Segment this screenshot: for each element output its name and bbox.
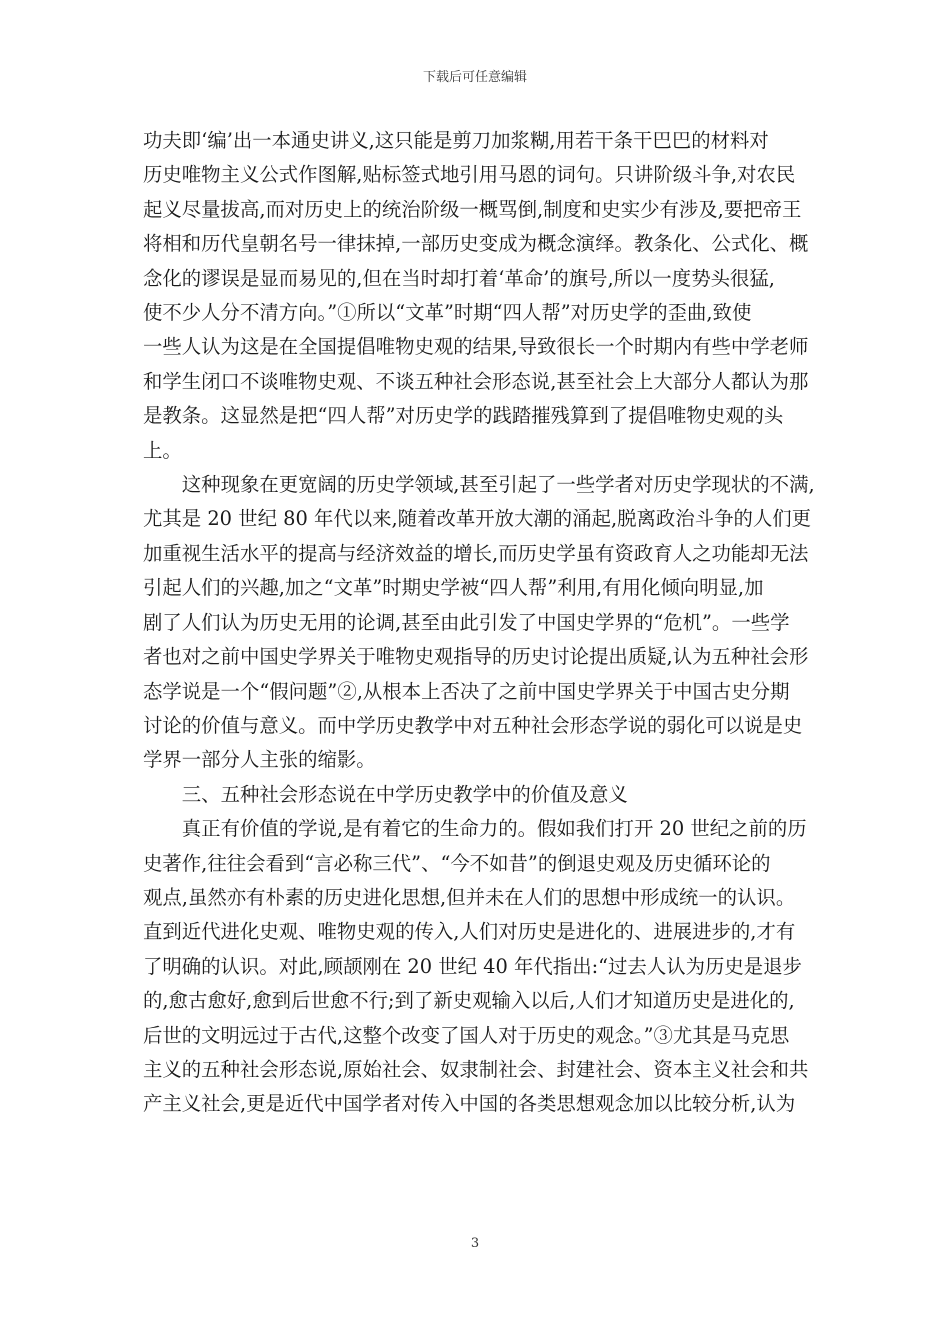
text-line: 尤其是 20 世纪 80 年代以来,随着改革开放大潮的涌起,脱离政治斗争的人们更 bbox=[143, 507, 812, 531]
text-line: 起义尽量拔高,而对历史上的统治阶级一概骂倒,制度和史实少有涉及,要把帝王 bbox=[143, 197, 802, 221]
text-line: 这种现象在更宽阔的历史学领域,甚至引起了一些学者对历史学现状的不满, bbox=[181, 473, 815, 497]
text-line: 念化的谬误是显而易见的,但在当时却打着‘革命’的旗号,所以一度势头很猛, bbox=[143, 266, 775, 290]
text-line: 使不少人分不清方向。”①所以“文革”时期“四人帮”对历史学的歪曲,致使 bbox=[143, 301, 752, 325]
text-line: 产主义社会,更是近代中国学者对传入中国的各类思想观念加以比较分析,认为 bbox=[143, 1092, 796, 1116]
text-line: 后世的文明远过于古代,这整个改变了国人对于历史的观念。”③尤其是马克思 bbox=[143, 1023, 790, 1047]
text-line: 一些人认为这是在全国提倡唯物史观的结果,导致很长一个时期内有些中学老师 bbox=[143, 335, 809, 359]
text-line: 引起人们的兴趣,加之“文革”时期史学被“四人帮”利用,有用化倾向明显,加 bbox=[143, 576, 764, 600]
text-line: 是教条。这显然是把“四人帮”对历史学的践踏摧残算到了提倡唯物史观的头 bbox=[143, 404, 784, 428]
text-line: 上。 bbox=[143, 438, 182, 462]
text-line: 加重视生活水平的提高与经济效益的增长,而历史学虽有资政育人之功能却无法 bbox=[143, 541, 809, 565]
document-body bbox=[143, 124, 815, 1122]
text-line: 真正有价值的学说,是有着它的生命力的。假如我们打开 20 世纪之前的历 bbox=[181, 817, 807, 841]
text-line: 主义的五种社会形态说,原始社会、奴隶制社会、封建社会、资本主义社会和共 bbox=[143, 1057, 809, 1081]
text-line: 了明确的认识。对此,顾颉刚在 20 世纪 40 年代指出:“过去人认为历史是退步 bbox=[143, 954, 802, 978]
text-line: 功夫即‘编’出一本通史讲义,这只能是剪刀加浆糊,用若干条干巴巴的材料对 bbox=[143, 129, 769, 152]
page-header: 下载后可任意编辑 bbox=[422, 70, 527, 85]
text-line: 直到近代进化史观、唯物史观的传入,人们对历史是进化的、进展进步的,才有 bbox=[143, 920, 796, 944]
text-line: 态学说是一个“假问题”②,从根本上否决了之前中国史学界关于中国古史分期 bbox=[143, 679, 790, 703]
text-line: 观点,虽然亦有朴素的历史进化思想,但并未在人们的思想中形成统一的认识。 bbox=[143, 885, 796, 909]
text-line: 史著作,往往会看到“言必称三代”、“今不如昔”的倒退史观及历史循环论的 bbox=[143, 851, 771, 875]
text-line: 者也对之前中国史学界关于唯物史观指导的历史讨论提出质疑,认为五种社会形 bbox=[143, 645, 809, 669]
text-line: 和学生闭口不谈唯物史观、不谈五种社会形态说,甚至社会上大部分人都认为那 bbox=[143, 369, 809, 393]
text-line: 讨论的价值与意义。而中学历史教学中对五种社会形态学说的弱化可以说是史 bbox=[143, 713, 803, 737]
paragraph-3 bbox=[143, 812, 811, 1122]
text-line: 的,愈古愈好,愈到后世愈不行;到了新史观输入以后,人们才知道历史是进化的, bbox=[143, 989, 795, 1013]
paragraph-1 bbox=[143, 124, 811, 468]
text-line: 历史唯物主义公式作图解,贴标签式地引用马恩的词句。只讲阶级斗争,对农民 bbox=[143, 163, 796, 187]
text-line: 将相和历代皇朝名号一律抹掉,一部历史变成为概念演绎。教条化、公式化、概 bbox=[143, 232, 809, 256]
paragraph-2 bbox=[143, 468, 815, 778]
page-number: 3 bbox=[470, 1236, 480, 1251]
text-line: 学界一部分人主张的缩影。 bbox=[143, 748, 376, 772]
text-line: 剧了人们认为历史无用的论调,甚至由此引发了中国史学界的“危机”。一些学 bbox=[143, 610, 790, 634]
section-heading: 三、五种社会形态说在中学历史教学中的价值及意义 bbox=[181, 782, 628, 806]
